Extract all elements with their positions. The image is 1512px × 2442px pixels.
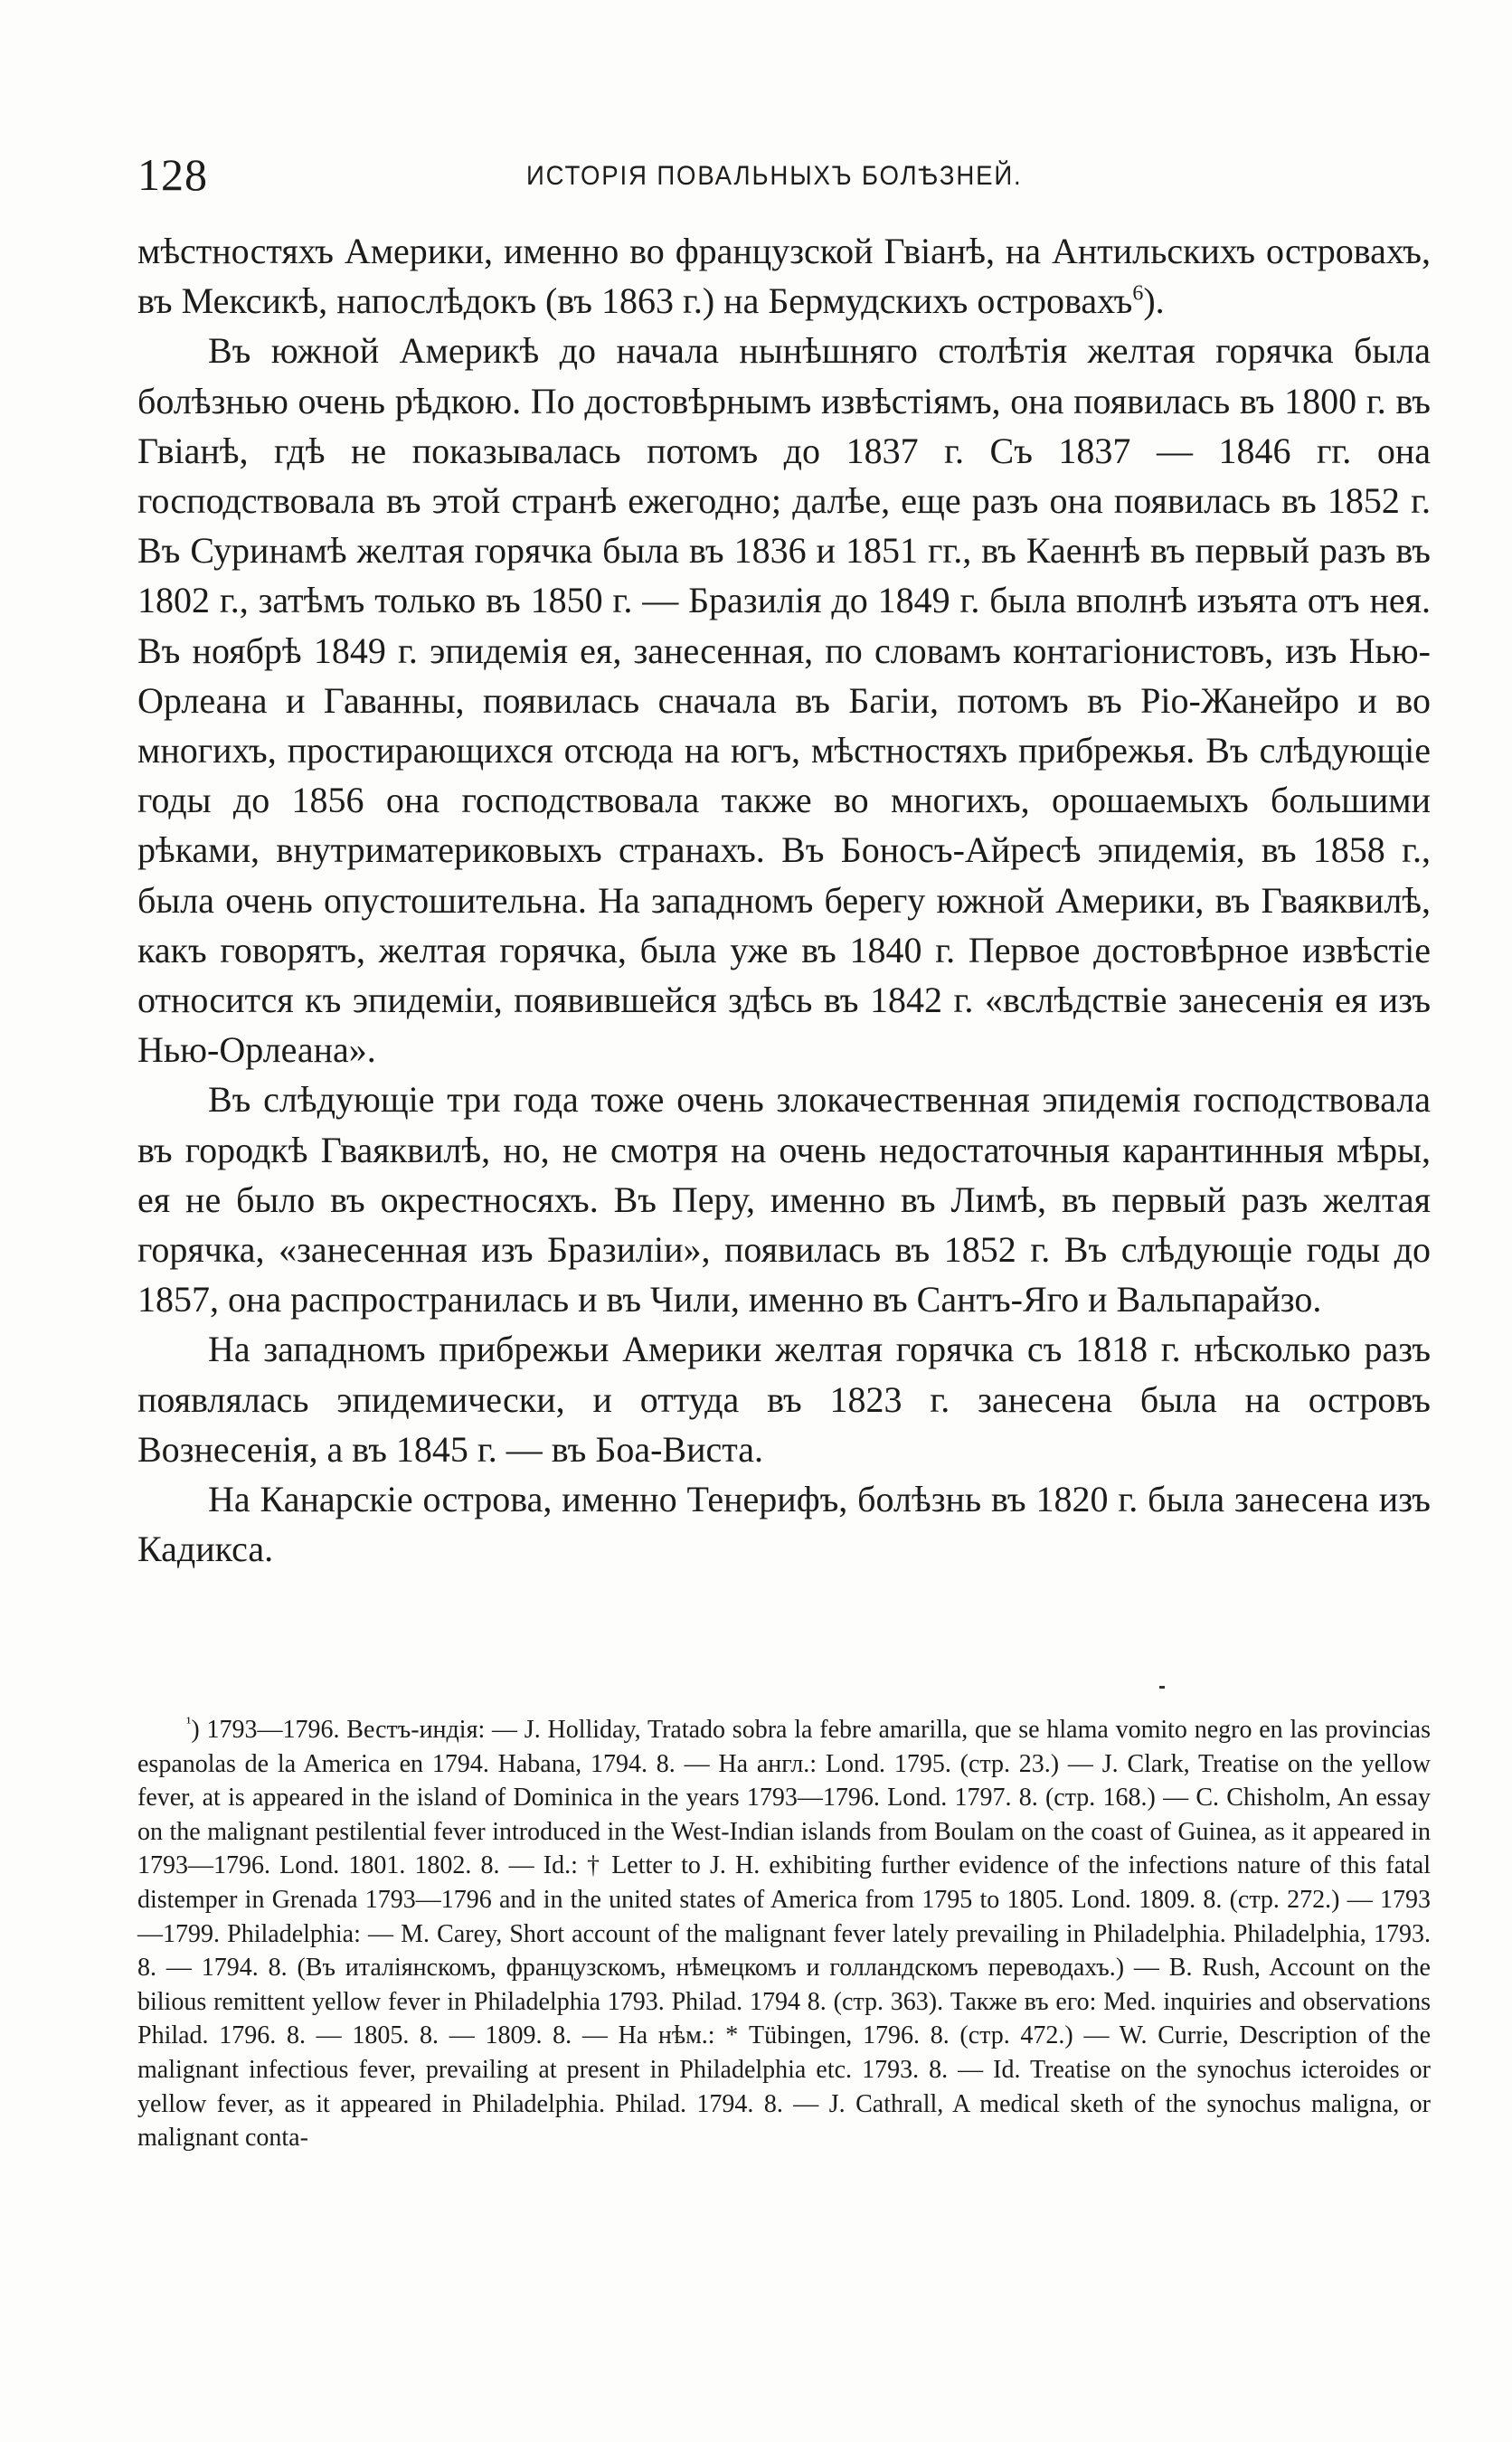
paragraph-4: На западномъ прибрежьи Америки желтая горячка съ 1818 г. нѣсколько разъ появлялась эпидемически, и оттуда въ 1823 г. занесена была на островъ Вознесенія, а въ 1845 г. — въ Боа-Виста. [137, 1329, 1431, 1470]
paragraph-1-end: ). [1143, 280, 1165, 322]
running-title: ИСТОРІЯ ПОВАЛЬНЫХЪ БОЛѢЗНЕЙ. [526, 161, 1023, 191]
paragraph-1-text: мѣстностяхъ Америки, именно во французской Гвіанѣ, на Антильскихъ островахъ, въ Мексикѣ, напослѣдокъ (въ 1863 г.) на Бермудскихъ островахъ [137, 231, 1431, 322]
page-number: 128 [137, 149, 208, 200]
footnote-1-text: ) 1793—1796. Вестъ-индія: — J. Holliday, Tratado sobra la febre amarilla, que se hlama vomito negro en las provincias espanolas de la America en 1794. Habana, 1794. 8. — На англ.: Lond. 1795. (стр. 23.) — J. Clark, Treatise on the yellow fever, at is appeared in the island of Dominica in the years 1793—1796. Lond. 1797. 8. (стр. 168.) — C. Chisholm, An essay on the malignant pestilential fever introduced in the West-Indian islands from Boulam on the coast of Guinea, as it appeared in 1793—1796. Lond. 1801. 1802. 8. — Id.: † Letter to J. H. exhibiting further evidence of the infections nature of this fatal distemper in Grenada 1793—1796 and in the united states of America from 1795 to 1805. Lond. 1809. 8. (стр. 272.) — 1793—1799. Philadelphia: — M. Carey, Short account of the malignant fever lately prevailing in Philadelphia. Philadelphia, 1793. 8. — 1794. 8. (Въ италіянскомъ, французскомъ, нѣмецкомъ и голландскомъ переводахъ.) — B. Rush, Account on the bilious remittent yellow fever in Philadelphia 1793. Philad. 1794 8. (стр. 363). Также въ его: Med. inquiries and observations Philad. 1796. 8. — 1805. 8. — 1809. 8. — На нѣм.: * Tübingen, 1796. 8. (стр. 472.) — W. Currie, Description of the malignant infectious fever, prevailing at present in Philadelphia etc. 1793. 8. — Id. Treatise on the synochus icteroides or yellow fever, as it appeared in Philadelphia. Philad. 1794. 8. — J. Cathrall, A medical sketh of the synochus maligna, or malignant conta- [137, 1716, 1431, 2153]
footnote-separator [1159, 1686, 1165, 1689]
footnotes [137, 1713, 1431, 2155]
paragraph-2: Въ южной Америкѣ до начала нынѣшняго столѣтія желтая горячка была болѣзнью очень рѣдкою. По достовѣрнымъ извѣстіямъ, она появилась въ 1800 г. въ Гвіанѣ, гдѣ не показывалась потомъ до 1837 г. Съ 1837 — 1846 гг. она господствовала въ этой странѣ ежегодно; далѣе, еще разъ она появилась въ 1852 г. Въ Суринамѣ желтая горячка была въ 1836 и 1851 гг., въ Каеннѣ въ первый разъ въ 1802 г., затѣмъ только въ 1850 г. — Бразилія до 1849 г. была вполнѣ изъята отъ нея. Въ ноябрѣ 1849 г. эпидемія ея, занесенная, по словамъ контагіонистовъ, изъ Нью-Орлеана и Гаванны, появилась сначала въ Багіи, потомъ въ Ріо-Жанейро и во многихъ, простирающихся отсюда на югъ, мѣстностяхъ прибрежья. Въ слѣдующіе годы до 1856 она господствовала также во многихъ, орошаемыхъ большими рѣками, внутриматериковыхъ странахъ. Въ Боносъ-Айресѣ эпидемія, въ 1858 г., была очень опустошительна. На западномъ берегу южной Америки, въ Гваяквилѣ, какъ говорятъ, желтая горячка, была уже въ 1840 г. Первое достовѣрное извѣстіе относится къ эпидеміи, появившейся здѣсь въ 1842 г. «вслѣдствіе занесенія ея изъ Нью-Орлеана». [137, 330, 1431, 1071]
main-text [137, 226, 1431, 1574]
paragraph-5: На Канарскіе острова, именно Тенерифъ, болѣзнь въ 1820 г. была занесена изъ Кадикса. [137, 1479, 1431, 1570]
footnote-1 [137, 1713, 1431, 2155]
running-head [137, 143, 1385, 206]
footnote-ref: 6 [1132, 281, 1144, 306]
paragraph-1 [137, 226, 1431, 326]
footnote-marker: ¹ [186, 1713, 192, 1732]
paragraph-3: Въ слѣдующіе три года тоже очень злокачественная эпидемія господствовала въ городкѣ Гваяквилѣ, но, не смотря на очень недостаточныя карантинныя мѣры, ея не было въ окрестносяхъ. Въ Перу, именно въ Лимѣ, въ первый разъ желтая горячка, «занесенная изъ Бразиліи», появилась въ 1852 г. Въ слѣдующіе годы до 1857, она распространилась и въ Чили, именно въ Сантъ-Яго и Вальпарайзо. [137, 1079, 1431, 1320]
